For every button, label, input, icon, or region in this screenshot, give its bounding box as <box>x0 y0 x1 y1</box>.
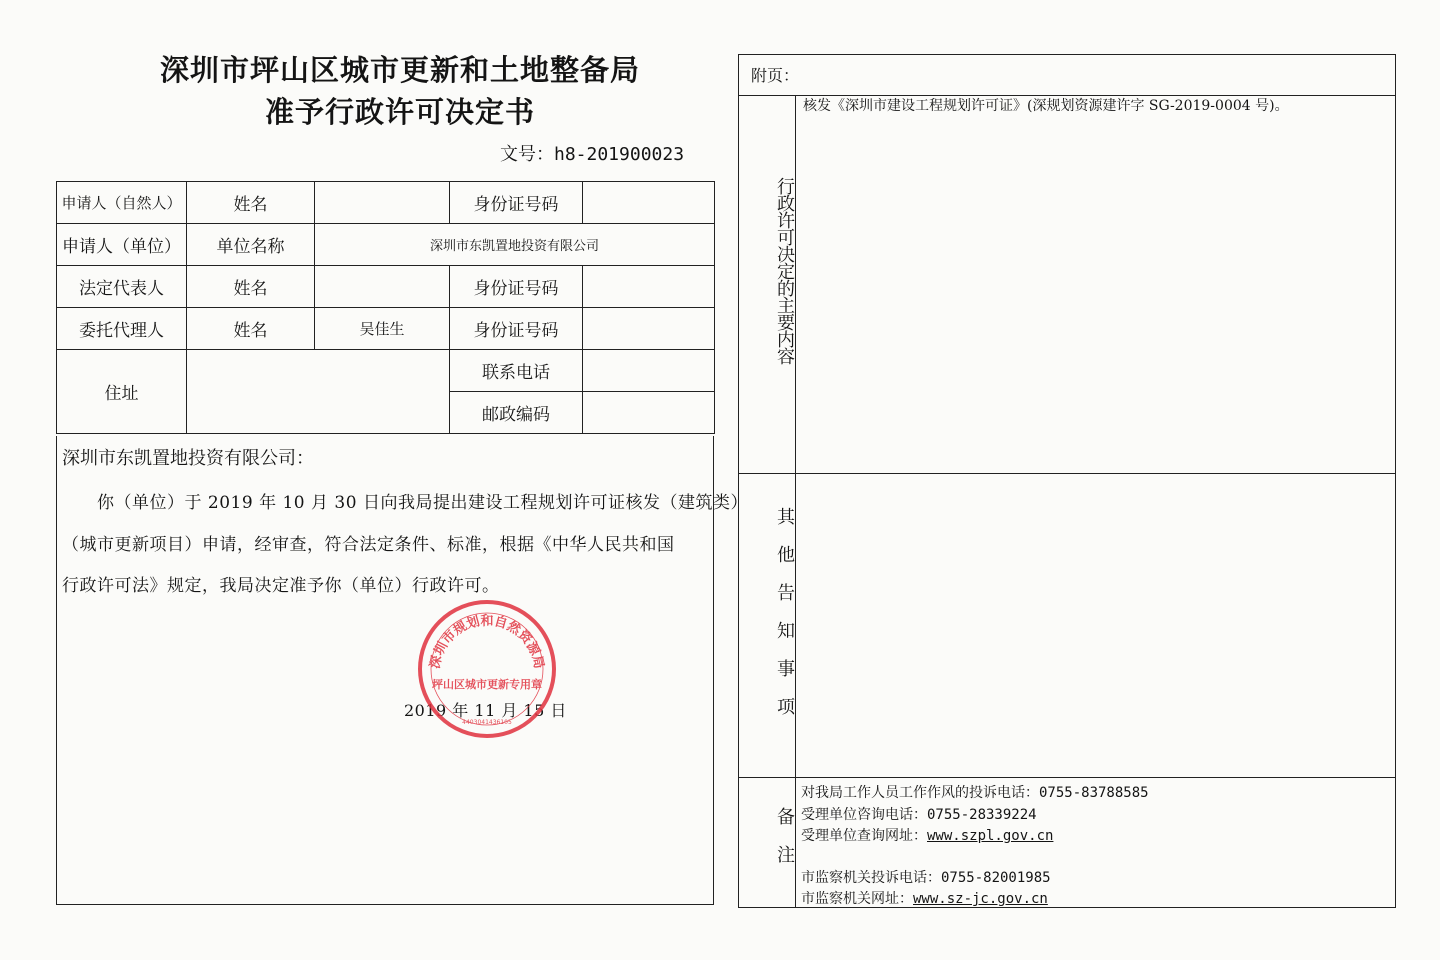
document-number-value: h8-201900023 <box>554 144 685 165</box>
consult-phone: 0755-28339224 <box>927 807 1037 823</box>
phone-value <box>583 350 715 392</box>
legal-representative-label: 法定代表人 <box>57 266 187 308</box>
table-row <box>57 224 715 266</box>
remarks-section-label: 备注 <box>774 807 795 883</box>
letter-line: 你（单位）于 2019 年 10 月 30 日向我局提出建设工程规划许可证核发（建筑类） <box>97 493 748 513</box>
divider <box>739 473 1395 474</box>
official-seal <box>418 600 556 738</box>
supervision-url-link[interactable]: www.sz-jc.gov.cn <box>913 891 1048 907</box>
postal-code-label: 邮政编码 <box>450 392 583 434</box>
applicant-unit-label: 申请人（单位） <box>57 224 187 266</box>
seal-outer-text: 深圳市规划和自然资源局 <box>427 613 547 671</box>
agent-name-value: 吴佳生 <box>315 308 450 350</box>
applicant-table <box>56 181 715 434</box>
query-line <box>801 825 1053 845</box>
document-number-label: 文号： <box>500 144 554 165</box>
letter-greeting: 深圳市东凯置地投资有限公司： <box>62 448 314 469</box>
supervision-phone-line <box>801 867 1051 887</box>
decision-letter <box>56 436 748 905</box>
name-value <box>315 266 450 308</box>
address-label: 住址 <box>57 350 187 434</box>
bureau-title: 深圳市坪山区城市更新和土地整备局 <box>159 53 640 87</box>
query-url-link[interactable]: www.szpl.gov.cn <box>927 828 1054 844</box>
issue-date: 2019 年 11 月 15 日 <box>404 701 567 720</box>
name-label: 姓名 <box>187 182 315 224</box>
id-number-label: 身份证号码 <box>450 308 583 350</box>
complaint-label: 对我局工作人员工作作风的投诉电话： <box>801 785 1039 801</box>
main-content-text: 核发《深圳市建设工程规划许可证》(深规划资源建许字 SG-2019-0004 号)。 <box>803 98 1289 114</box>
id-number-value <box>583 266 715 308</box>
table-row <box>57 350 715 392</box>
appendix-label: 附页： <box>751 66 800 85</box>
postal-code-value <box>583 392 715 434</box>
unit-name-value: 深圳市东凯置地投资有限公司 <box>315 224 715 266</box>
query-label: 受理单位查询网址： <box>801 828 927 844</box>
seal-graphic <box>418 600 556 738</box>
complaint-phone: 0755-83788585 <box>1039 785 1149 801</box>
id-number-value <box>583 182 715 224</box>
applicant-natural-person-label: 申请人（自然人） <box>57 182 187 224</box>
table-row <box>57 266 715 308</box>
other-notices-section-label: 其他告知事项 <box>774 507 795 735</box>
table-row <box>57 308 715 350</box>
letter-line: （城市更新项目）申请，经审查，符合法定条件、标准，根据《中华人民共和国 <box>62 535 675 555</box>
main-content-section-label: 行政许可决定的主要内容 <box>774 177 795 364</box>
name-value <box>315 182 450 224</box>
divider <box>739 777 1395 778</box>
seal-serial: 4403041436105 <box>462 719 512 726</box>
table-row <box>57 182 715 224</box>
name-label: 姓名 <box>187 266 315 308</box>
unit-name-label: 单位名称 <box>187 224 315 266</box>
svg-text:深圳市规划和自然资源局 <box>427 613 546 670</box>
consult-label: 受理单位咨询电话： <box>801 807 927 823</box>
phone-label: 联系电话 <box>450 350 583 392</box>
complaint-line <box>801 782 1149 802</box>
consult-line <box>801 804 1037 824</box>
id-number-label: 身份证号码 <box>450 266 583 308</box>
appendix-form <box>738 54 1396 908</box>
agent-label: 委托代理人 <box>57 308 187 350</box>
document-number <box>500 140 684 166</box>
seal-inner-text: 坪山区城市更新专用章 <box>432 678 542 691</box>
document-title: 准予行政许可决定书 <box>264 95 535 129</box>
supervision-label: 市监察机关投诉电话： <box>801 870 941 886</box>
supervision-url-line <box>801 888 1048 908</box>
id-number-label: 身份证号码 <box>450 182 583 224</box>
name-label: 姓名 <box>187 308 315 350</box>
supervision-phone: 0755-82001985 <box>941 870 1051 886</box>
id-number-value <box>583 308 715 350</box>
letter-line: 行政许可法》规定，我局决定准予你（单位）行政许可。 <box>62 576 500 596</box>
address-value <box>187 350 450 434</box>
supervision-url-label: 市监察机关网址： <box>801 891 913 907</box>
